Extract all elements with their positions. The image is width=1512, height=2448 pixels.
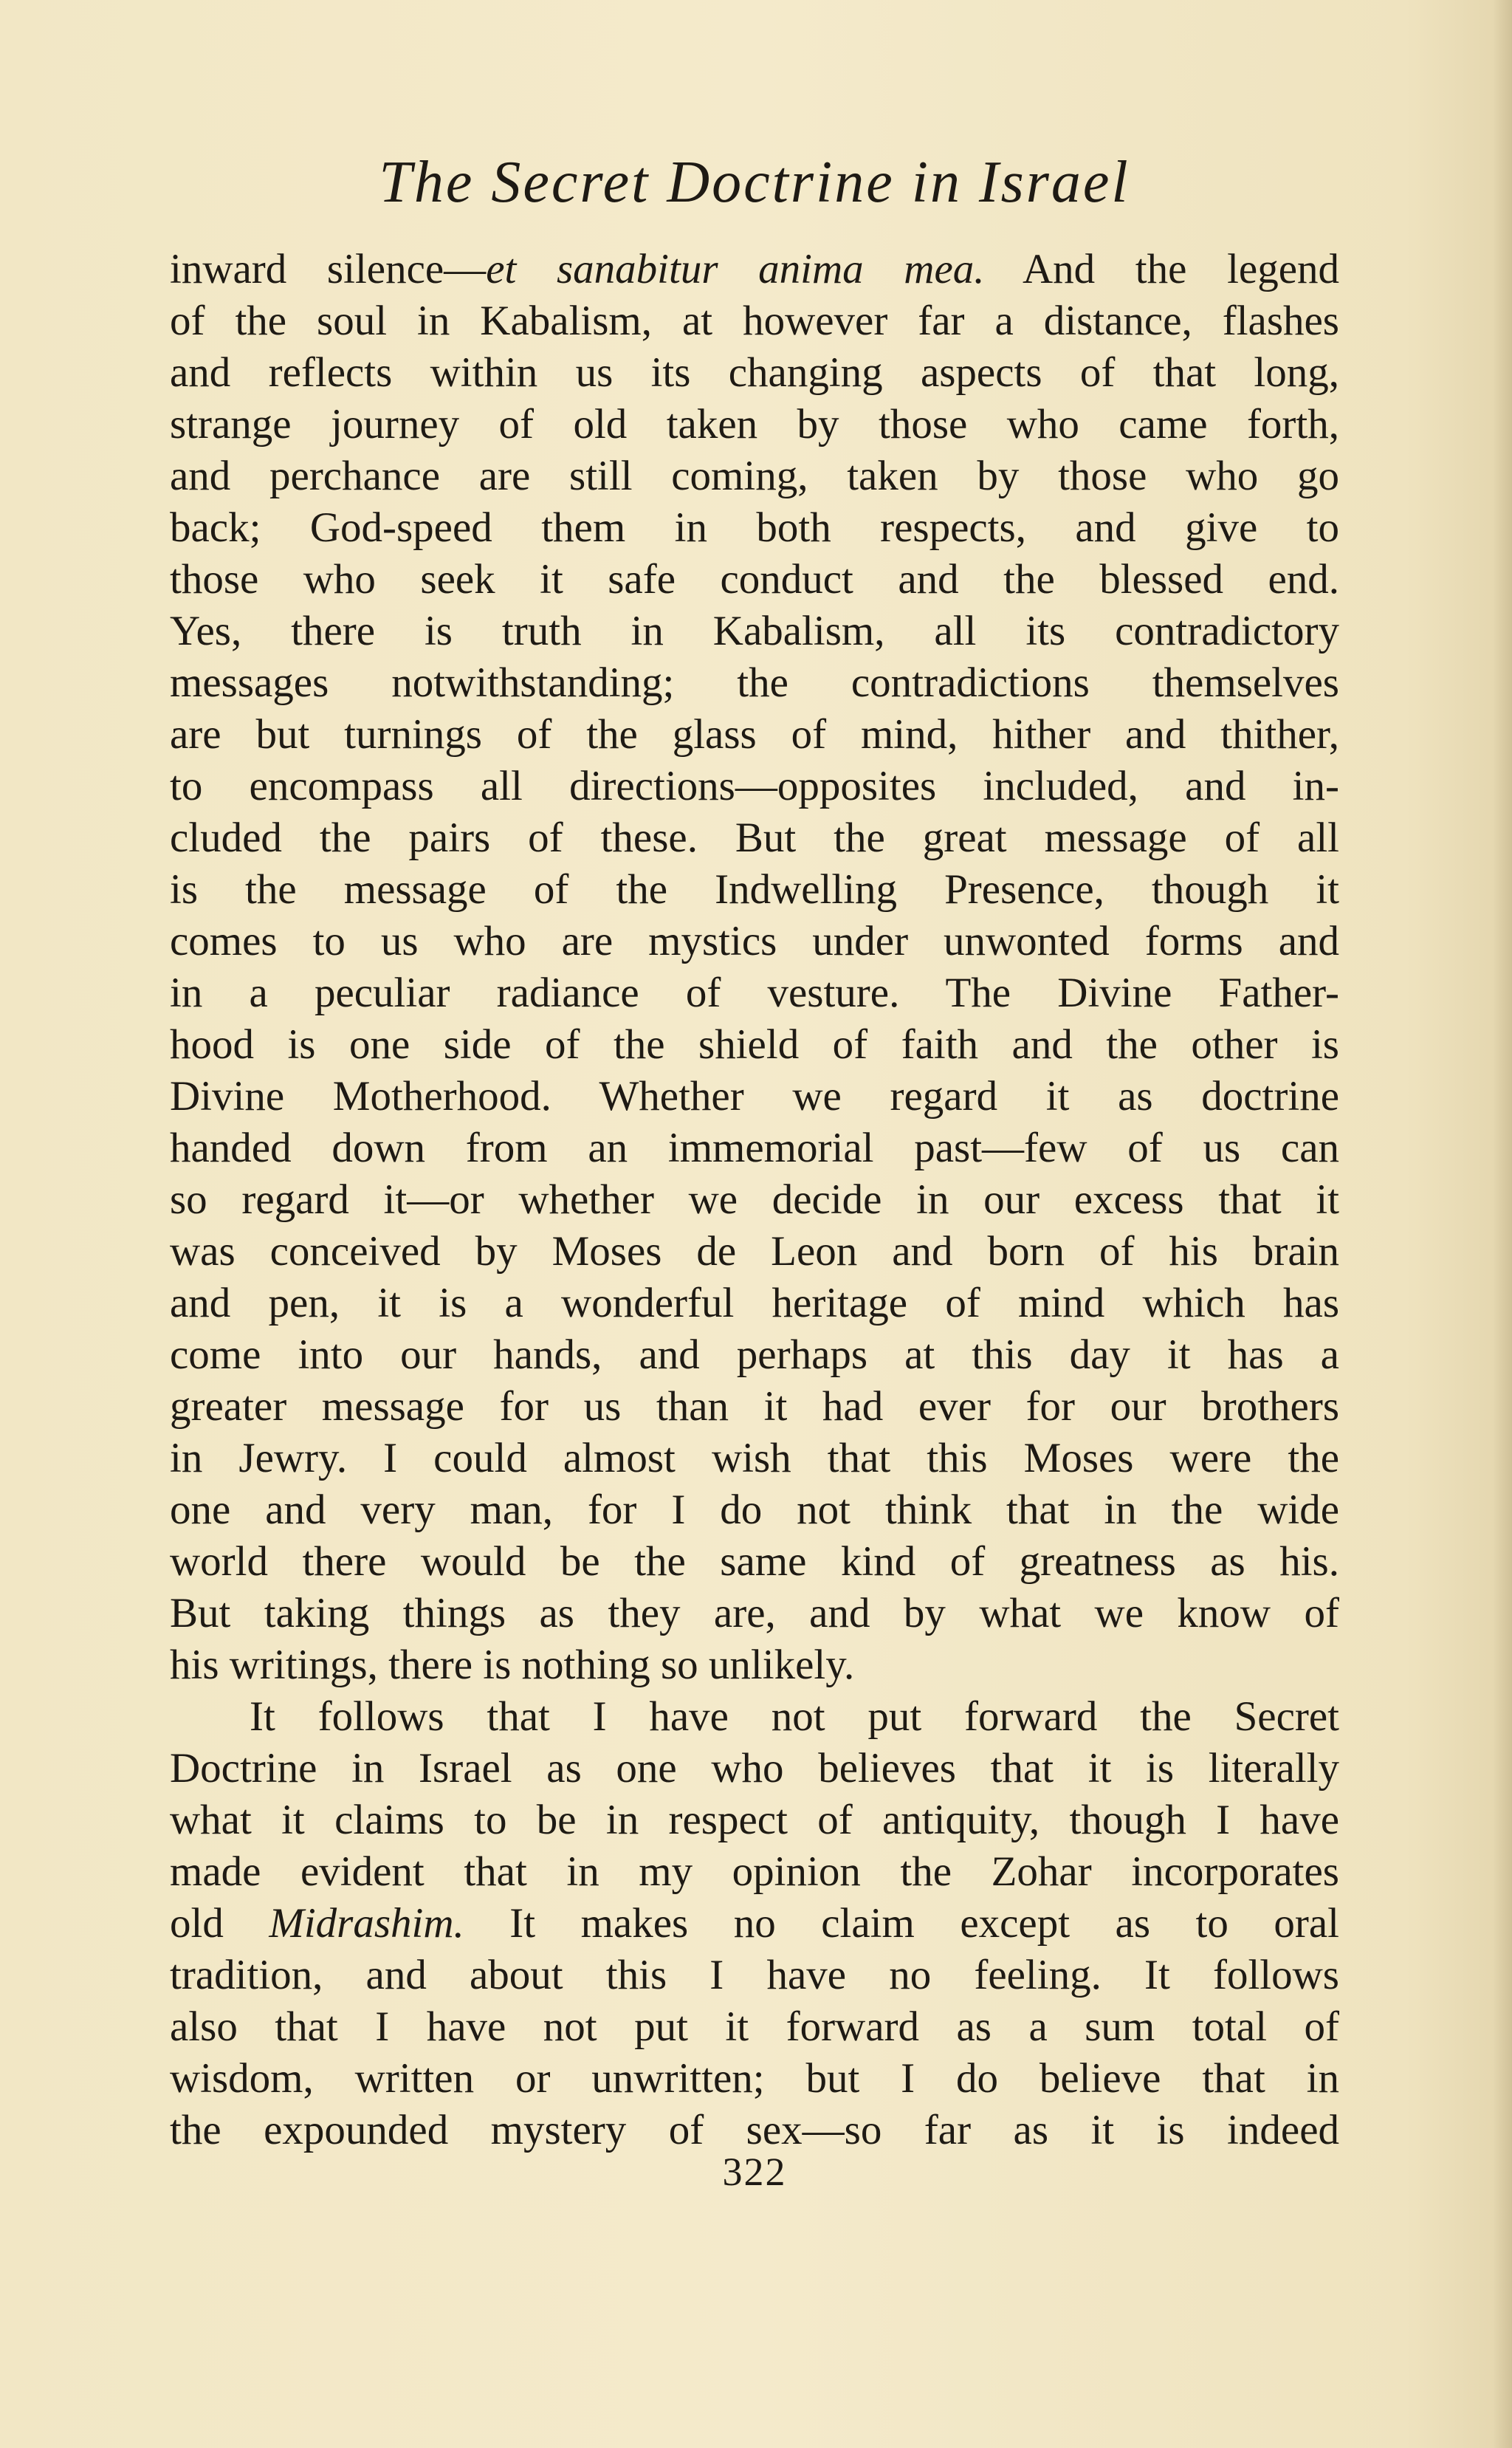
text-line bbox=[170, 1950, 1339, 2001]
text-line bbox=[170, 1329, 1339, 1381]
text-segment: also that I have not put it forward as a sum total of bbox=[170, 2003, 1339, 2050]
page-edge-shadow bbox=[1493, 0, 1512, 2448]
text-segment: Yes, there is truth in Kabalism, all its contradictory bbox=[170, 608, 1339, 654]
text-line bbox=[170, 502, 1339, 554]
text-line bbox=[170, 1484, 1339, 1536]
text-line bbox=[170, 347, 1339, 399]
text-segment: cluded the pairs of these. But the great message of all bbox=[170, 815, 1339, 861]
text-line bbox=[170, 864, 1339, 916]
text-segment: and perchance are still coming, taken by those who go bbox=[170, 453, 1339, 499]
text-segment: what it claims to be in respect of antiquity, though I have bbox=[170, 1797, 1339, 1843]
text-line bbox=[170, 606, 1339, 657]
text-line bbox=[170, 1743, 1339, 1794]
text-line bbox=[170, 709, 1339, 761]
text-segment: the expounded mystery of sex—so far as it is indeed bbox=[170, 2107, 1339, 2153]
text-line bbox=[170, 554, 1339, 606]
body-text bbox=[170, 244, 1339, 2156]
text-segment: strange journey of old taken by those who came forth, bbox=[170, 401, 1339, 448]
text-segment: to encompass all directions—opposites included, and in- bbox=[170, 763, 1339, 809]
text-segment: greater message for us than it had ever for our brothers bbox=[170, 1383, 1339, 1430]
text-line bbox=[170, 1691, 1339, 1743]
text-segment: are but turnings of the glass of mind, hither and thither, bbox=[170, 711, 1339, 758]
text-segment: and reflects within us its changing aspects of that long, bbox=[170, 349, 1339, 396]
text-line bbox=[170, 2053, 1339, 2105]
text-segment: and pen, it is a wonderful heritage of mind which has bbox=[170, 1280, 1339, 1326]
text-line bbox=[170, 244, 1339, 295]
italic-phrase: et sanabitur anima mea. bbox=[486, 246, 985, 292]
text-segment: world there would be the same kind of greatness as his. bbox=[170, 1538, 1339, 1585]
text-segment: is the message of the Indwelling Presence, though it bbox=[170, 866, 1339, 913]
text-line bbox=[170, 761, 1339, 812]
text-line bbox=[170, 1278, 1339, 1329]
text-line bbox=[170, 450, 1339, 502]
text-segment: tradition, and about this I have no feeling. It follows bbox=[170, 1952, 1339, 1998]
text-line bbox=[170, 812, 1339, 864]
text-line bbox=[170, 1846, 1339, 1898]
text-line bbox=[170, 1226, 1339, 1278]
text-segment: messages notwithstanding; the contradictions themselves bbox=[170, 659, 1339, 706]
text-line bbox=[170, 2001, 1339, 2053]
text-line bbox=[170, 657, 1339, 709]
text-line bbox=[170, 1174, 1339, 1226]
text-segment: wisdom, written or unwritten; but I do believe that in bbox=[170, 2055, 1339, 2102]
text-line bbox=[170, 1122, 1339, 1174]
text-segment: Doctrine in Israel as one who believes that it is literally bbox=[170, 1745, 1339, 1792]
text-line bbox=[170, 1794, 1339, 1846]
text-line bbox=[170, 399, 1339, 450]
text-line bbox=[170, 1433, 1339, 1484]
text-segment: hood is one side of the shield of faith and the other is bbox=[170, 1021, 1339, 1068]
text-line bbox=[170, 295, 1339, 347]
text-segment: one and very man, for I do not think that in the wide bbox=[170, 1487, 1339, 1533]
text-segment: It follows that I have not put forward the Secret bbox=[250, 1693, 1339, 1740]
text-segment: comes to us who are mystics under unwonted forms and bbox=[170, 918, 1339, 964]
text-line bbox=[170, 1019, 1339, 1071]
text-segment: It makes no claim except as to oral bbox=[464, 1900, 1339, 1947]
text-segment: back; God-speed them in both respects, and give to bbox=[170, 504, 1339, 551]
text-line bbox=[170, 1588, 1339, 1639]
text-segment: But taking things as they are, and by what we know of bbox=[170, 1590, 1339, 1636]
text-line bbox=[170, 1639, 1339, 1691]
text-segment: come into our hands, and perhaps at this day it has a bbox=[170, 1331, 1339, 1378]
text-segment: those who seek it safe conduct and the blessed end. bbox=[170, 556, 1339, 603]
text-segment: inward silence— bbox=[170, 246, 487, 292]
text-segment: his writings, there is nothing so unlikely. bbox=[170, 1642, 855, 1688]
text-segment: was conceived by Moses de Leon and born of his brain bbox=[170, 1228, 1339, 1275]
text-line bbox=[170, 967, 1339, 1019]
text-segment: old bbox=[170, 1900, 269, 1947]
text-segment: Divine Motherhood. Whether we regard it as doctrine bbox=[170, 1073, 1339, 1120]
text-segment: in a peculiar radiance of vesture. The Divine Father- bbox=[170, 970, 1339, 1016]
text-line bbox=[170, 1071, 1339, 1122]
text-segment: handed down from an immemorial past—few of us can bbox=[170, 1125, 1339, 1171]
text-line bbox=[170, 916, 1339, 967]
text-line bbox=[170, 1536, 1339, 1588]
italic-phrase: Midrashim. bbox=[269, 1900, 464, 1947]
running-head: The Secret Doctrine in Israel bbox=[379, 150, 1130, 215]
text-segment: of the soul in Kabalism, at however far a distance, flashes bbox=[170, 298, 1339, 344]
text-segment: in Jewry. I could almost wish that this Moses were the bbox=[170, 1435, 1339, 1481]
text-segment: made evident that in my opinion the Zohar incorporates bbox=[170, 1848, 1339, 1895]
text-segment: so regard it—or whether we decide in our excess that it bbox=[170, 1176, 1339, 1223]
text-line bbox=[170, 1898, 1339, 1950]
text-segment: And the legend bbox=[984, 246, 1339, 292]
text-line bbox=[170, 1381, 1339, 1433]
page-number: 322 bbox=[722, 2150, 787, 2194]
